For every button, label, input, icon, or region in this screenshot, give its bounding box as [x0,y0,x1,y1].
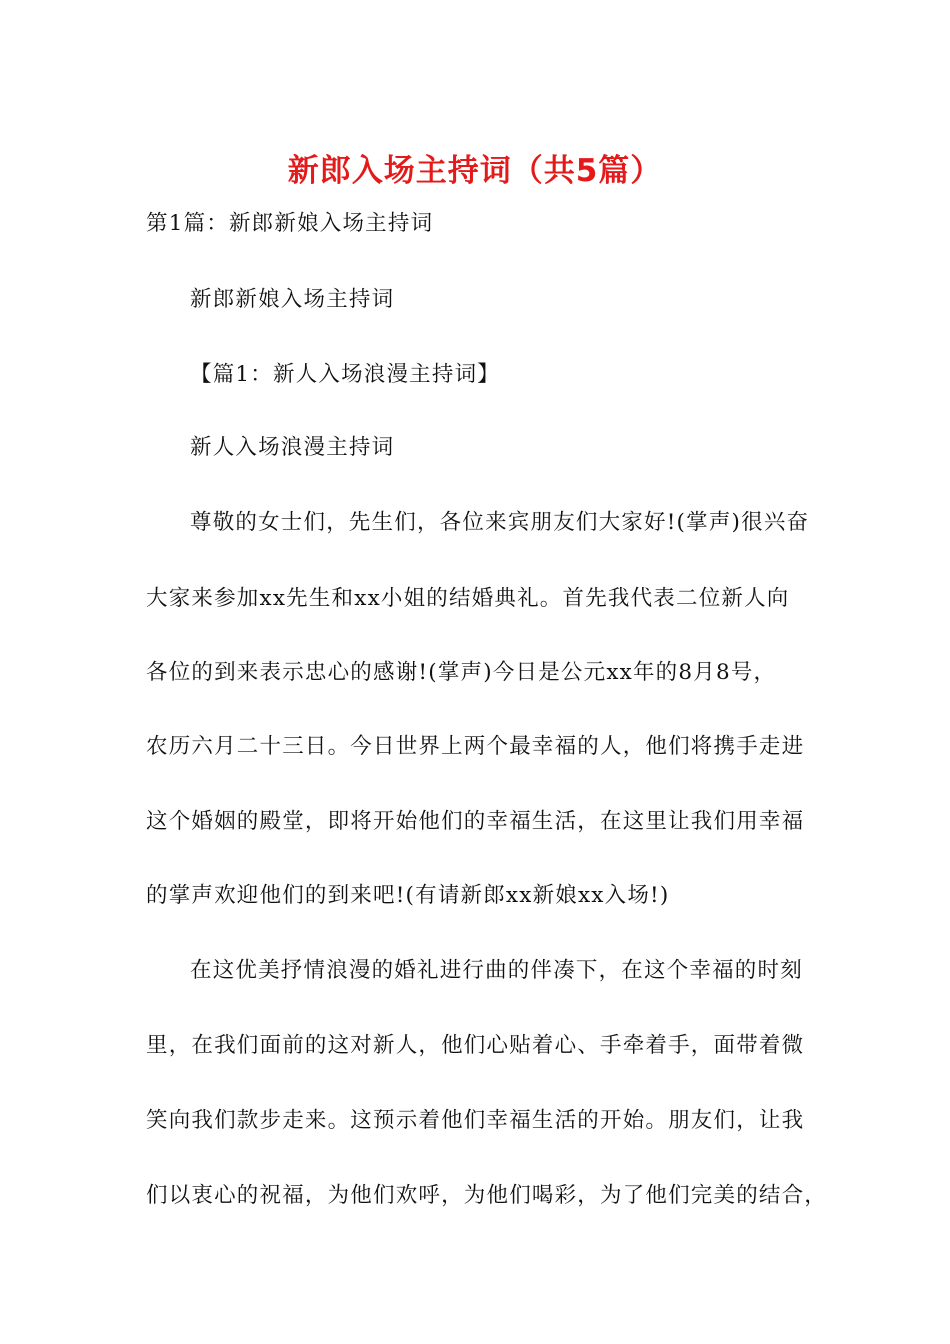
text-line-13: 笑向我们款步走来。这预示着他们幸福生活的开始。朋友们，让我 [146,1108,805,1133]
text-line-9: 这个婚姻的殿堂，即将开始他们的幸福生活，在这里让我们用幸福 [146,809,805,834]
text-line-1: 第1篇：新郎新娘入场主持词 [146,211,434,236]
text-line-8: 农历六月二十三日。今日世界上两个最幸福的人，他们将携手走进 [146,734,805,759]
text-line-2: 新郎新娘入场主持词 [190,287,395,312]
text-line-12: 里，在我们面前的这对新人，他们心贴着心、手牵着手，面带着微 [146,1033,805,1058]
text-line-10: 的掌声欢迎他们的到来吧!(有请新郎xx新娘xx入场!) [146,883,670,908]
document-title: 新郎入场主持词（共5篇） [287,153,663,189]
text-line-14: 们以衷心的祝福，为他们欢呼，为他们喝彩，为了他们完美的结合， [146,1183,828,1208]
text-line-5: 尊敬的女士们，先生们，各位来宾朋友们大家好!(掌声)很兴奋 [190,510,810,535]
text-line-6: 大家来参加xx先生和xx小姐的结婚典礼。首先我代表二位新人向 [146,586,790,611]
text-line-7: 各位的到来表示忠心的感谢!(掌声)今日是公元xx年的8月8号， [146,660,777,685]
text-line-4: 新人入场浪漫主持词 [190,435,395,460]
text-line-3: 【篇1：新人入场浪漫主持词】 [190,362,500,387]
text-line-11: 在这优美抒情浪漫的婚礼进行曲的伴凑下，在这个幸福的时刻 [190,958,803,983]
